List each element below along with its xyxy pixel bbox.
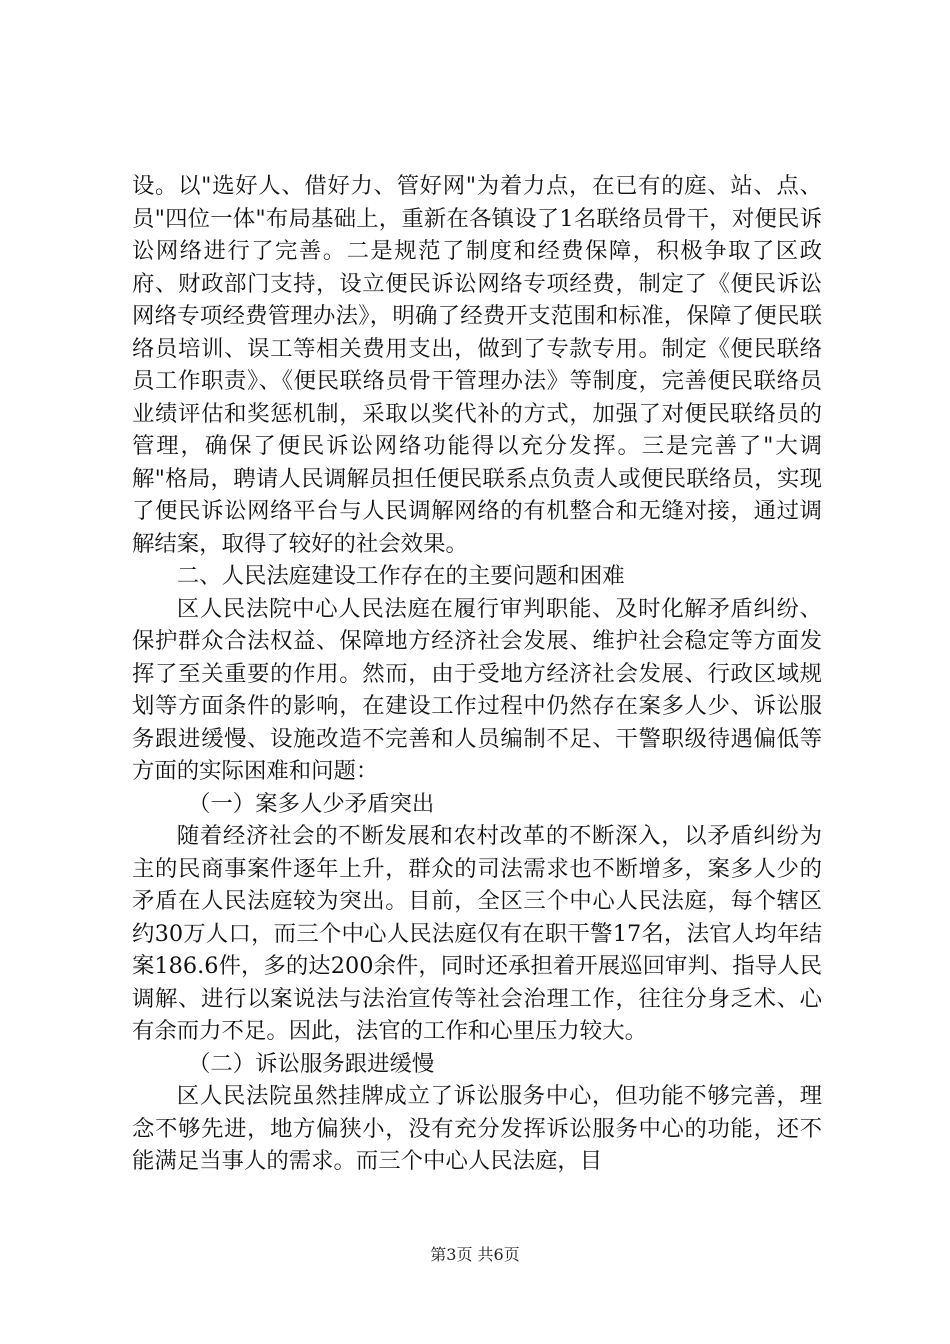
- paragraph: 随着经济社会的不断发展和农村改革的不断深入，以矛盾纠纷为主的民商事案件逐年上升，群众的司法需求也不断增多，案多人少的矛盾在人民法庭较为突出。目前，全区三个中心人民法庭，每个辖区约30万人口，而三个中心人民法庭仅有在职干警17名，法官人均年结案186.6件，多的达200余件，同时还承担着开展巡回审判、指导人民调解、进行以案说法与法治宣传等社会治理工作，往往分身乏术、心有余而力不足。因此，法官的工作和心里压力较大。: [132, 823, 822, 1044]
- page-number-label: 第3页 共6页: [430, 1245, 520, 1264]
- paragraph: 区人民法院虽然挂牌成立了诉讼服务中心，但功能不够完善，理念不够先进，地方偏狭小，没有充分发挥诉讼服务中心的功能，还不能满足当事人的需求。而三个中心人民法庭，目: [132, 1083, 822, 1174]
- subsection-heading: （二）诉讼服务跟进缓慢: [188, 1050, 435, 1077]
- subsection-heading: （一）案多人少矛盾突出: [188, 790, 435, 817]
- paragraph-continuation: 设。以"选好人、借好力、管好网"为着力点，在已有的庭、站、点、员"四位一体"布局基础上，重新在各镇设了1名联络员骨干，对便民诉讼网络进行了完善。二是规范了制度和经费保障，积极争取了区政府、财政部门支持，设立便民诉讼网络专项经费，制定了《便民诉讼网络专项经费管理办法》，明确了经费开支范围和标准，保障了便民联络员培训、误工等相关费用支出，做到了专款专用。制定《便民联络员工作职责》、《便民联络员骨干管理办法》等制度，完善便民联络员业绩评估和奖惩机制，采取以奖代补的方式，加强了对便民联络员的管理，确保了便民诉讼网络功能得以充分发挥。三是完善了"大调解"格局，聘请人民调解员担任便民联系点负责人或便民联络员，实现了便民诉讼网络平台与人民调解网络的有机整合和无缝对接，通过调解结案，取得了较好的社会效果。: [132, 173, 822, 557]
- document-body: [132, 170, 822, 1178]
- section-heading: 二、人民法庭建设工作存在的主要问题和困难: [176, 563, 625, 589]
- paragraph: 区人民法院中心人民法庭在履行审判职能、及时化解矛盾纠纷、保护群众合法权益、保障地方经济社会发展、维护社会稳定等方面发挥了至关重要的作用。然而，由于受地方经济社会发展、行政区域规划等方面条件的影响，在建设工作过程中仍然存在案多人少、诉讼服务跟进缓慢、设施改造不完善和人员编制不足、干警职级待遇偏低等方面的实际困难和问题：: [132, 595, 822, 784]
- page-footer: [0, 1245, 950, 1265]
